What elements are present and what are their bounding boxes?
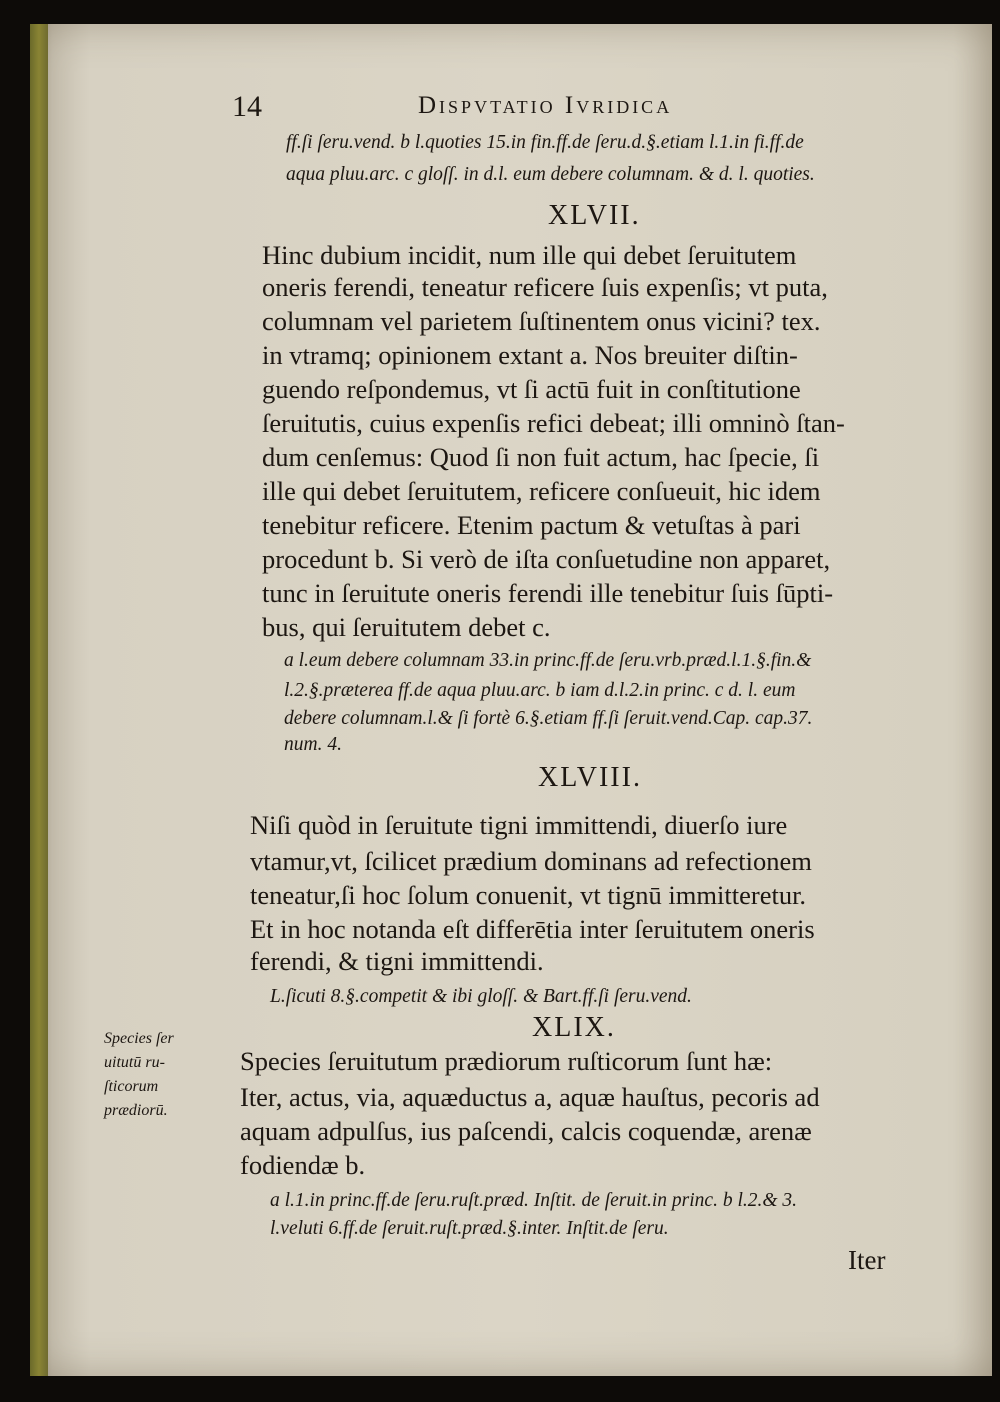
marginal-note-line: ſticorum: [104, 1078, 159, 1095]
marginal-note-line: Species ſer: [104, 1030, 174, 1047]
body-line: bus, qui ſeruitutem debet c.: [262, 612, 551, 642]
running-title: Dispvtatio Ivridica: [418, 92, 673, 119]
top-note-line: aqua pluu.arc. c gloſſ. in d.l. eum debere columnam. & d. l. quoties.: [286, 164, 815, 185]
body-line: teneatur,ſi hoc ſolum conuenit, vt tignū immitteretur.: [250, 880, 807, 910]
body-line: tenebitur reficere. Etenim pactum & vetuſtas à pari: [262, 510, 801, 540]
body-line: in vtramq; opinionem extant a. Nos breuiter diſtin-: [262, 340, 798, 370]
body-line: vtamur,vt, ſcilicet prædium dominans ad refectionem: [250, 846, 812, 876]
body-line: Et in hoc notanda eſt differētia inter ſeruitutem oneris: [250, 914, 815, 944]
section-heading: XLVIII.: [538, 762, 642, 793]
body-line: fodiendæ b.: [240, 1150, 366, 1180]
section-heading: XLIX.: [532, 1012, 616, 1043]
body-line: Species ſeruitutum prædiorum ruſticorum ſunt hæ:: [240, 1046, 773, 1076]
marginal-note-line: prædiorū.: [104, 1102, 168, 1119]
footnote-line: a l.eum debere columnam 33.in princ.ff.de ſeru.vrb.præd.l.1.§.fin.&: [284, 650, 812, 671]
body-line: Hinc dubium incidit, num ille qui debet ſeruitutem: [262, 240, 797, 270]
footnote-line: debere columnam.l.& ſi fortè 6.§.etiam ff.ſi ſeruit.vend.Cap. cap.37.: [284, 708, 813, 729]
body-line: dum cenſemus: Quod ſi non fuit actum, hac ſpecie, ſi: [262, 442, 820, 472]
body-line: Niſi quòd in ſeruitute tigni immittendi, diuerſo iure: [250, 810, 788, 840]
body-line: procedunt b. Si verò de iſta conſuetudine non apparet,: [262, 544, 831, 574]
body-line: Iter, actus, via, aquæductus a, aquæ hauſtus, pecoris ad: [240, 1082, 820, 1112]
footnote-line: a l.1.in princ.ff.de ſeru.ruſt.præd. Inſtit. de ſeruit.in princ. b l.2.& 3.: [270, 1190, 798, 1211]
body-line: aquam adpulſus, ius paſcendi, calcis coquendæ, arenæ: [240, 1116, 812, 1146]
catchword: Iter: [848, 1245, 886, 1275]
body-line: tunc in ſeruitute oneris ferendi ille tenebitur ſuis ſūpti-: [262, 578, 834, 608]
footnote-line: l.2.§.præterea ff.de aqua pluu.arc. b iam d.l.2.in princ. c d. l. eum: [284, 680, 796, 701]
page-number: 14: [232, 90, 262, 123]
footnote-line: L.ſicuti 8.§.competit & ibi gloſſ. & Bart.ff.ſi ſeru.vend.: [270, 986, 692, 1007]
body-line: ille qui debet ſeruitutem, reficere conſueuit, hic idem: [262, 476, 821, 506]
body-line: ferendi, & tigni immittendi.: [250, 946, 544, 976]
body-line: ſeruitutis, cuius expenſis refici debeat; illi omninò ſtan-: [262, 408, 845, 438]
body-line: guendo reſpondemus, vt ſi actū fuit in conſtitutione: [262, 374, 801, 404]
footnote-line: num. 4.: [284, 734, 342, 755]
footnote-line: l.veluti 6.ff.de ſeruit.ruſt.præd.§.inter. Inſtit.de ſeru.: [270, 1218, 669, 1239]
top-note-line: ff.ſi ſeru.vend. b l.quoties 15.in fin.ff.de ſeru.d.§.etiam l.1.in fi.ff.de: [286, 132, 804, 153]
section-heading: XLVII.: [548, 200, 641, 231]
body-line: oneris ferendi, teneatur reficere ſuis expenſis; vt puta,: [262, 272, 828, 302]
marginal-note-line: uitutū ru-: [104, 1054, 165, 1071]
book-spine: [30, 24, 48, 1376]
body-line: columnam vel parietem ſuſtinentem onus vicini? tex.: [262, 306, 821, 336]
